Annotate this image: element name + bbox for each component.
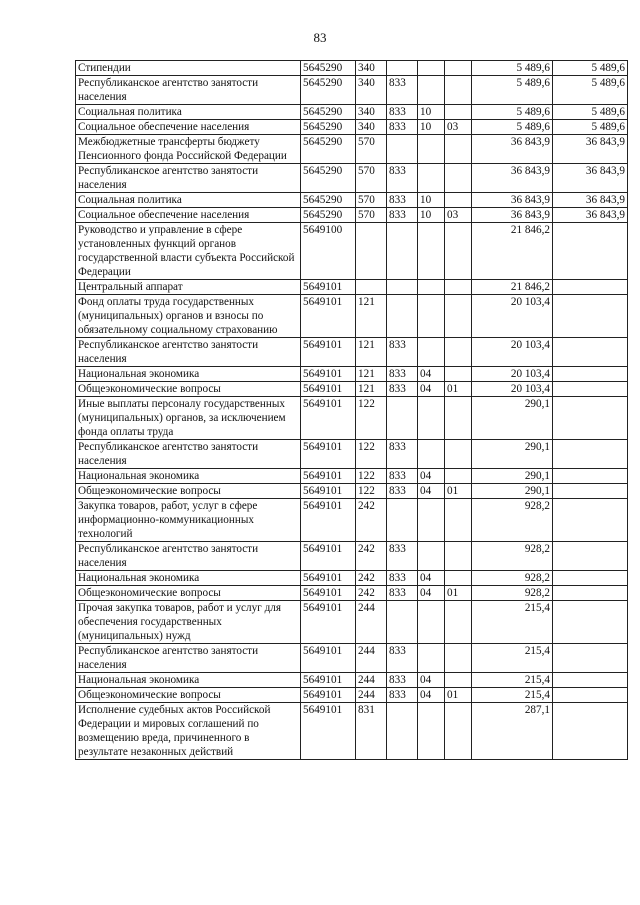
table-body xyxy=(76,61,628,760)
row-name-cell: Социальная политика xyxy=(76,105,301,120)
section-cell xyxy=(418,61,445,76)
administrator-cell: 833 xyxy=(387,644,418,673)
target-article-cell: 5649101 xyxy=(301,499,356,542)
amount-2-cell xyxy=(553,382,628,397)
administrator-cell: 833 xyxy=(387,469,418,484)
row-name-cell: Национальная экономика xyxy=(76,469,301,484)
section-cell: 10 xyxy=(418,208,445,223)
row-name-cell: Стипендии xyxy=(76,61,301,76)
row-name-cell: Закупка товаров, работ, услуг в сфере информационно-коммуникационных технологий xyxy=(76,499,301,542)
row-name-cell: Фонд оплаты труда государственных (муниципальных) органов и взносы по обязательному социальному страхованию xyxy=(76,295,301,338)
amount-2-cell xyxy=(553,484,628,499)
expense-type-cell: 340 xyxy=(356,120,387,135)
amount-cell: 215,4 xyxy=(472,673,553,688)
target-article-cell: 5649101 xyxy=(301,295,356,338)
target-article-cell: 5649101 xyxy=(301,440,356,469)
expense-type-cell: 242 xyxy=(356,586,387,601)
expense-type-cell: 122 xyxy=(356,440,387,469)
target-article-cell: 5649101 xyxy=(301,280,356,295)
table-row xyxy=(76,135,628,164)
row-name-cell: Исполнение судебных актов Российской Федерации и мировых соглашений по возмещению вреда, причиненного в результате незаконных действий xyxy=(76,703,301,760)
amount-cell: 215,4 xyxy=(472,601,553,644)
row-name-cell: Общеэкономические вопросы xyxy=(76,586,301,601)
amount-cell: 20 103,4 xyxy=(472,338,553,367)
amount-2-cell xyxy=(553,499,628,542)
amount-2-cell xyxy=(553,673,628,688)
amount-2-cell: 5 489,6 xyxy=(553,61,628,76)
amount-2-cell xyxy=(553,644,628,673)
subsection-cell xyxy=(445,105,472,120)
page-number: 83 xyxy=(313,30,327,45)
subsection-cell: 01 xyxy=(445,484,472,499)
amount-2-cell xyxy=(553,397,628,440)
target-article-cell: 5649101 xyxy=(301,571,356,586)
target-article-cell: 5649101 xyxy=(301,688,356,703)
amount-2-cell xyxy=(553,469,628,484)
subsection-cell xyxy=(445,499,472,542)
section-cell: 10 xyxy=(418,120,445,135)
administrator-cell: 833 xyxy=(387,367,418,382)
expense-type-cell xyxy=(356,280,387,295)
expense-type-cell: 244 xyxy=(356,644,387,673)
target-article-cell: 5649101 xyxy=(301,484,356,499)
expense-type-cell: 121 xyxy=(356,338,387,367)
section-cell xyxy=(418,280,445,295)
table-row xyxy=(76,367,628,382)
amount-cell: 928,2 xyxy=(472,586,553,601)
expense-type-cell: 570 xyxy=(356,164,387,193)
administrator-cell: 833 xyxy=(387,484,418,499)
amount-cell: 20 103,4 xyxy=(472,295,553,338)
subsection-cell xyxy=(445,223,472,280)
subsection-cell xyxy=(445,703,472,760)
administrator-cell: 833 xyxy=(387,586,418,601)
table-row xyxy=(76,295,628,338)
table-row xyxy=(76,120,628,135)
amount-2-cell: 36 843,9 xyxy=(553,208,628,223)
subsection-cell xyxy=(445,61,472,76)
section-cell xyxy=(418,164,445,193)
amount-cell: 36 843,9 xyxy=(472,135,553,164)
table-row xyxy=(76,382,628,397)
row-name-cell: Республиканское агентство занятости населения xyxy=(76,164,301,193)
amount-cell: 20 103,4 xyxy=(472,367,553,382)
amount-2-cell: 5 489,6 xyxy=(553,76,628,105)
expense-type-cell xyxy=(356,223,387,280)
row-name-cell: Республиканское агентство занятости населения xyxy=(76,644,301,673)
target-article-cell: 5645290 xyxy=(301,208,356,223)
row-name-cell: Республиканское агентство занятости населения xyxy=(76,440,301,469)
subsection-cell: 03 xyxy=(445,208,472,223)
amount-2-cell: 5 489,6 xyxy=(553,105,628,120)
amount-cell: 21 846,2 xyxy=(472,223,553,280)
subsection-cell xyxy=(445,673,472,688)
amount-cell: 928,2 xyxy=(472,571,553,586)
subsection-cell xyxy=(445,469,472,484)
administrator-cell xyxy=(387,295,418,338)
subsection-cell xyxy=(445,601,472,644)
amount-2-cell xyxy=(553,542,628,571)
amount-2-cell xyxy=(553,703,628,760)
target-article-cell: 5649101 xyxy=(301,382,356,397)
target-article-cell: 5649101 xyxy=(301,542,356,571)
expense-type-cell: 570 xyxy=(356,193,387,208)
expense-type-cell: 340 xyxy=(356,76,387,105)
amount-cell: 290,1 xyxy=(472,440,553,469)
row-name-cell: Национальная экономика xyxy=(76,571,301,586)
administrator-cell xyxy=(387,703,418,760)
table-row xyxy=(76,469,628,484)
administrator-cell: 833 xyxy=(387,208,418,223)
amount-2-cell xyxy=(553,571,628,586)
administrator-cell: 833 xyxy=(387,105,418,120)
row-name-cell: Общеэкономические вопросы xyxy=(76,382,301,397)
amount-2-cell xyxy=(553,338,628,367)
amount-cell: 5 489,6 xyxy=(472,120,553,135)
target-article-cell: 5645290 xyxy=(301,76,356,105)
amount-cell: 5 489,6 xyxy=(472,105,553,120)
amount-cell: 928,2 xyxy=(472,499,553,542)
row-name-cell: Социальное обеспечение населения xyxy=(76,208,301,223)
amount-cell: 5 489,6 xyxy=(472,61,553,76)
administrator-cell xyxy=(387,397,418,440)
section-cell xyxy=(418,440,445,469)
row-name-cell: Руководство и управление в сфере установленных функций органов государственной власти субъекта Российской Федерации xyxy=(76,223,301,280)
subsection-cell xyxy=(445,397,472,440)
table-row xyxy=(76,703,628,760)
expense-type-cell: 242 xyxy=(356,499,387,542)
table-row xyxy=(76,397,628,440)
expense-type-cell: 244 xyxy=(356,601,387,644)
target-article-cell: 5649101 xyxy=(301,397,356,440)
target-article-cell: 5649101 xyxy=(301,586,356,601)
table-row xyxy=(76,542,628,571)
administrator-cell xyxy=(387,499,418,542)
administrator-cell: 833 xyxy=(387,571,418,586)
section-cell: 04 xyxy=(418,469,445,484)
amount-2-cell xyxy=(553,280,628,295)
subsection-cell xyxy=(445,338,472,367)
row-name-cell: Межбюджетные трансферты бюджету Пенсионного фонда Российской Федерации xyxy=(76,135,301,164)
row-name-cell: Республиканское агентство занятости населения xyxy=(76,542,301,571)
subsection-cell xyxy=(445,164,472,193)
amount-cell: 36 843,9 xyxy=(472,193,553,208)
section-cell: 04 xyxy=(418,367,445,382)
table-row xyxy=(76,105,628,120)
section-cell xyxy=(418,499,445,542)
table-row xyxy=(76,76,628,105)
target-article-cell: 5645290 xyxy=(301,61,356,76)
administrator-cell xyxy=(387,223,418,280)
expense-type-cell: 122 xyxy=(356,397,387,440)
table-row xyxy=(76,673,628,688)
row-name-cell: Республиканское агентство занятости населения xyxy=(76,76,301,105)
row-name-cell: Национальная экономика xyxy=(76,367,301,382)
amount-2-cell: 36 843,9 xyxy=(553,193,628,208)
section-cell xyxy=(418,397,445,440)
amount-2-cell xyxy=(553,440,628,469)
expense-type-cell: 121 xyxy=(356,382,387,397)
expense-type-cell: 831 xyxy=(356,703,387,760)
subsection-cell xyxy=(445,571,472,586)
expense-type-cell: 242 xyxy=(356,571,387,586)
row-name-cell: Социальная политика xyxy=(76,193,301,208)
subsection-cell: 01 xyxy=(445,688,472,703)
target-article-cell: 5649101 xyxy=(301,367,356,382)
subsection-cell: 03 xyxy=(445,120,472,135)
table-row xyxy=(76,571,628,586)
table-row xyxy=(76,338,628,367)
section-cell: 04 xyxy=(418,586,445,601)
amount-cell: 5 489,6 xyxy=(472,76,553,105)
table-row xyxy=(76,193,628,208)
row-name-cell: Иные выплаты персоналу государственных (муниципальных) органов, за исключением фонда оплаты труда xyxy=(76,397,301,440)
row-name-cell: Республиканское агентство занятости населения xyxy=(76,338,301,367)
amount-2-cell: 36 843,9 xyxy=(553,135,628,164)
section-cell xyxy=(418,295,445,338)
expense-type-cell: 122 xyxy=(356,469,387,484)
expense-type-cell: 244 xyxy=(356,673,387,688)
subsection-cell xyxy=(445,440,472,469)
row-name-cell: Общеэкономические вопросы xyxy=(76,484,301,499)
table-row xyxy=(76,164,628,193)
budget-table xyxy=(75,60,628,760)
administrator-cell xyxy=(387,280,418,295)
amount-2-cell xyxy=(553,688,628,703)
amount-cell: 290,1 xyxy=(472,469,553,484)
expense-type-cell: 121 xyxy=(356,295,387,338)
administrator-cell xyxy=(387,135,418,164)
section-cell: 04 xyxy=(418,484,445,499)
administrator-cell: 833 xyxy=(387,338,418,367)
target-article-cell: 5645290 xyxy=(301,135,356,164)
section-cell xyxy=(418,223,445,280)
subsection-cell xyxy=(445,295,472,338)
amount-2-cell xyxy=(553,367,628,382)
administrator-cell: 833 xyxy=(387,673,418,688)
section-cell xyxy=(418,703,445,760)
administrator-cell: 833 xyxy=(387,120,418,135)
target-article-cell: 5649101 xyxy=(301,338,356,367)
amount-2-cell: 5 489,6 xyxy=(553,120,628,135)
target-article-cell: 5649101 xyxy=(301,703,356,760)
target-article-cell: 5649101 xyxy=(301,601,356,644)
table-row xyxy=(76,280,628,295)
amount-cell: 290,1 xyxy=(472,397,553,440)
amount-cell: 290,1 xyxy=(472,484,553,499)
row-name-cell: Социальное обеспечение населения xyxy=(76,120,301,135)
table-row xyxy=(76,61,628,76)
subsection-cell xyxy=(445,193,472,208)
section-cell: 10 xyxy=(418,193,445,208)
section-cell: 10 xyxy=(418,105,445,120)
subsection-cell xyxy=(445,644,472,673)
section-cell xyxy=(418,644,445,673)
amount-2-cell xyxy=(553,295,628,338)
expense-type-cell: 570 xyxy=(356,208,387,223)
row-name-cell: Национальная экономика xyxy=(76,673,301,688)
expense-type-cell: 340 xyxy=(356,61,387,76)
subsection-cell: 01 xyxy=(445,586,472,601)
target-article-cell: 5649100 xyxy=(301,223,356,280)
expense-type-cell: 340 xyxy=(356,105,387,120)
table-row xyxy=(76,499,628,542)
section-cell: 04 xyxy=(418,673,445,688)
amount-2-cell: 36 843,9 xyxy=(553,164,628,193)
target-article-cell: 5649101 xyxy=(301,469,356,484)
amount-cell: 21 846,2 xyxy=(472,280,553,295)
table-row xyxy=(76,223,628,280)
section-cell xyxy=(418,338,445,367)
target-article-cell: 5645290 xyxy=(301,193,356,208)
expense-type-cell: 122 xyxy=(356,484,387,499)
expense-type-cell: 570 xyxy=(356,135,387,164)
table-row xyxy=(76,440,628,469)
administrator-cell: 833 xyxy=(387,164,418,193)
amount-cell: 928,2 xyxy=(472,542,553,571)
administrator-cell: 833 xyxy=(387,76,418,105)
target-article-cell: 5645290 xyxy=(301,120,356,135)
target-article-cell: 5649101 xyxy=(301,673,356,688)
amount-cell: 36 843,9 xyxy=(472,164,553,193)
section-cell xyxy=(418,135,445,164)
row-name-cell: Общеэкономические вопросы xyxy=(76,688,301,703)
subsection-cell xyxy=(445,367,472,382)
expense-type-cell: 244 xyxy=(356,688,387,703)
section-cell: 04 xyxy=(418,382,445,397)
section-cell: 04 xyxy=(418,688,445,703)
amount-2-cell xyxy=(553,223,628,280)
subsection-cell xyxy=(445,135,472,164)
target-article-cell: 5645290 xyxy=(301,164,356,193)
amount-cell: 215,4 xyxy=(472,688,553,703)
target-article-cell: 5649101 xyxy=(301,644,356,673)
table-row xyxy=(76,484,628,499)
subsection-cell xyxy=(445,542,472,571)
row-name-cell: Прочая закупка товаров, работ и услуг для обеспечения государственных (муниципальных) нужд xyxy=(76,601,301,644)
amount-cell: 36 843,9 xyxy=(472,208,553,223)
expense-type-cell: 121 xyxy=(356,367,387,382)
section-cell xyxy=(418,601,445,644)
administrator-cell: 833 xyxy=(387,382,418,397)
administrator-cell xyxy=(387,601,418,644)
administrator-cell: 833 xyxy=(387,542,418,571)
administrator-cell: 833 xyxy=(387,440,418,469)
section-cell: 04 xyxy=(418,571,445,586)
table-row xyxy=(76,644,628,673)
table-row xyxy=(76,586,628,601)
section-cell xyxy=(418,76,445,105)
administrator-cell: 833 xyxy=(387,193,418,208)
subsection-cell: 01 xyxy=(445,382,472,397)
table-row xyxy=(76,208,628,223)
administrator-cell xyxy=(387,61,418,76)
row-name-cell: Центральный аппарат xyxy=(76,280,301,295)
amount-2-cell xyxy=(553,601,628,644)
amount-cell: 215,4 xyxy=(472,644,553,673)
subsection-cell xyxy=(445,76,472,105)
amount-2-cell xyxy=(553,586,628,601)
amount-cell: 287,1 xyxy=(472,703,553,760)
expense-type-cell: 242 xyxy=(356,542,387,571)
administrator-cell: 833 xyxy=(387,688,418,703)
target-article-cell: 5645290 xyxy=(301,105,356,120)
table-row xyxy=(76,601,628,644)
section-cell xyxy=(418,542,445,571)
amount-cell: 20 103,4 xyxy=(472,382,553,397)
table-row xyxy=(76,688,628,703)
subsection-cell xyxy=(445,280,472,295)
